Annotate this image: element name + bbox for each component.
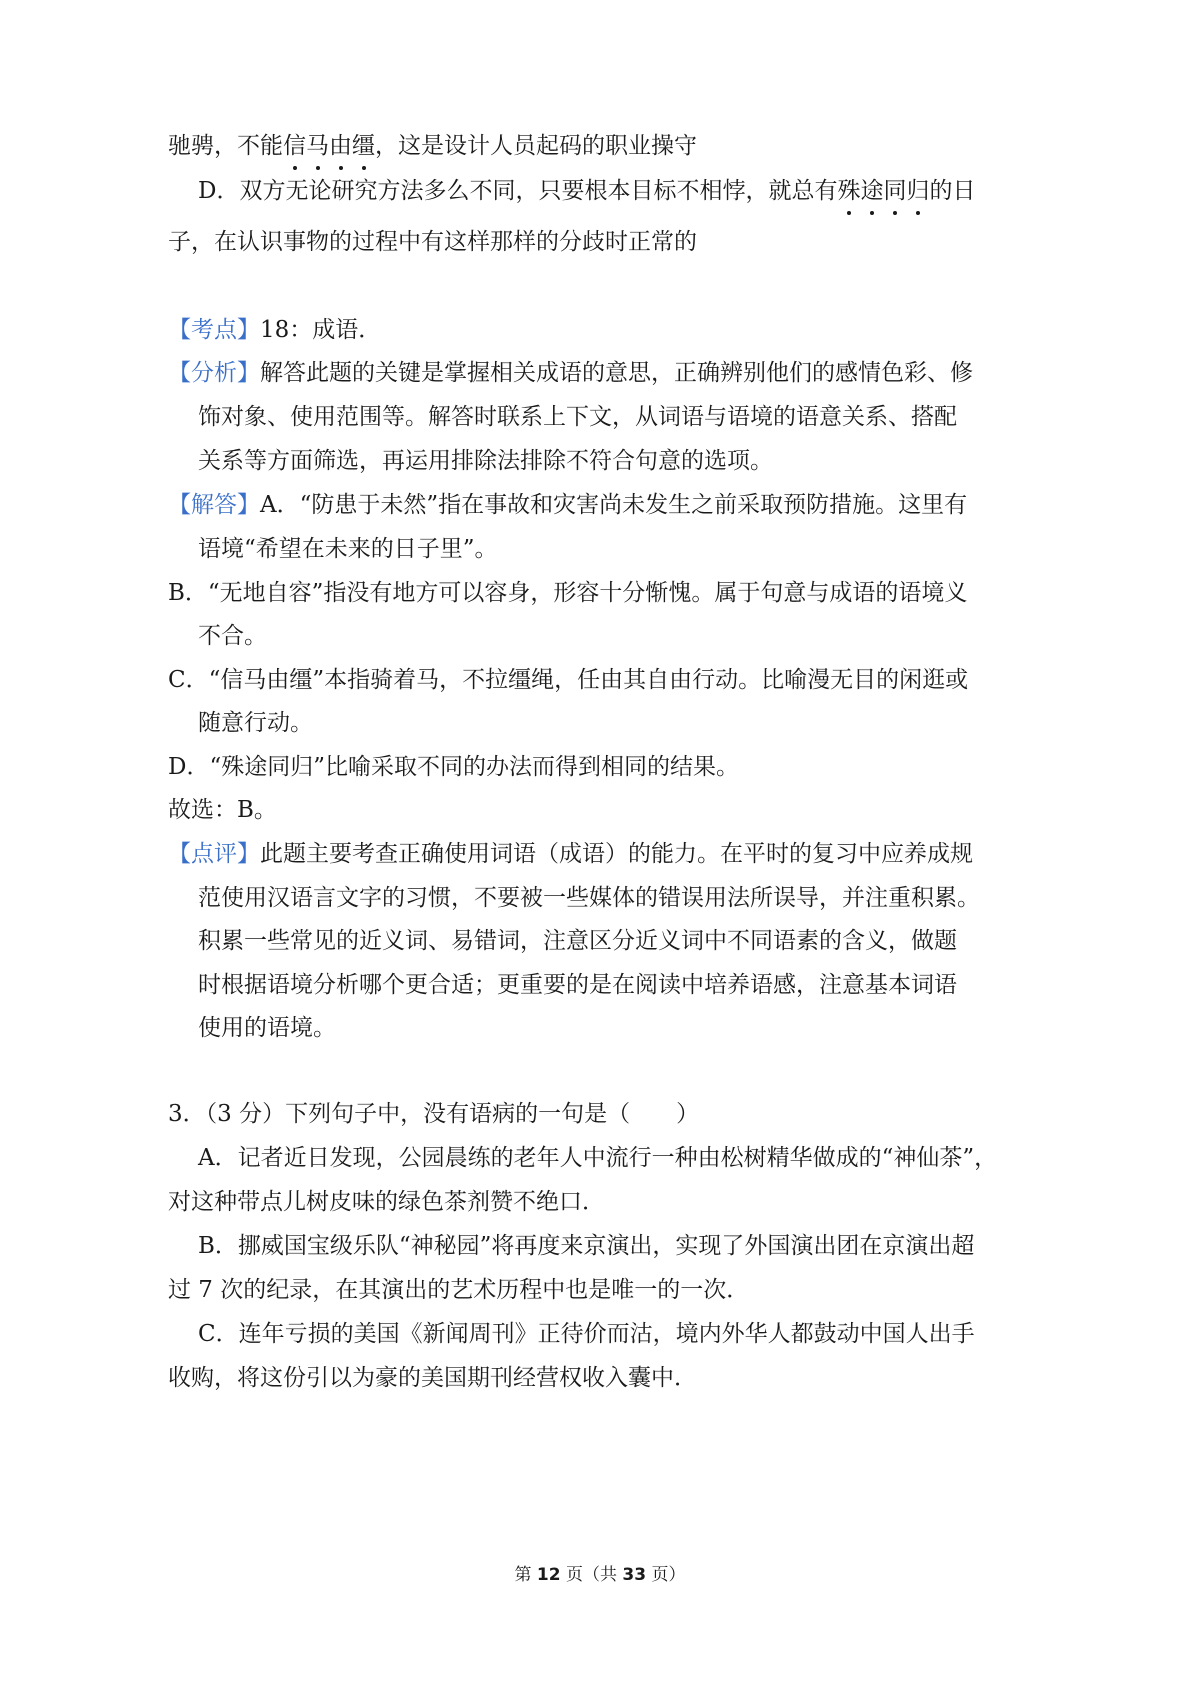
- page-total: 33: [622, 1565, 647, 1585]
- explain-c-line-2: 随意行动。: [198, 710, 313, 736]
- dianping-line-5: 使用的语境。: [198, 1015, 336, 1041]
- page-number: 12: [536, 1565, 561, 1585]
- kaodian-line: 【考点】18：成语．: [168, 317, 382, 343]
- dianping-line-2: 范使用汉语言文字的习惯，不要被一些媒体的错误用法所误导，并注重积累。: [198, 885, 980, 911]
- page-footer: 第 12 页（共 33 页）: [514, 1565, 686, 1585]
- fenxi-tag: 【分析】: [168, 360, 260, 386]
- question-3-option-c-line-2: 收购，将这份引以为豪的美国期刊经营权收入囊中．: [168, 1365, 697, 1391]
- continuation-line-1: 驰骋，不能信马由缰，这是设计人员起码的职业操守: [168, 130, 697, 162]
- dianping-line-3: 积累一些常见的近义词、易错词，注意区分近义词中不同语素的含义，做题: [198, 928, 957, 954]
- question-3-option-b-line-1: B．挪威国宝级乐队“神秘园”将再度来京演出，实现了外国演出团在京演出超: [198, 1233, 975, 1259]
- fenxi-line-2: 饰对象、使用范围等。解答时联系上下文，从词语与语境的语意关系、搭配: [198, 404, 957, 430]
- explain-d-line: D．“殊途同归”比喻采取不同的办法而得到相同的结果。: [168, 754, 739, 780]
- emphasis-char: 同: [883, 175, 906, 207]
- explain-b-line-2: 不合。: [198, 623, 267, 649]
- emphasis-char: 马: [306, 130, 329, 162]
- kaodian-tag: 【考点】: [168, 317, 260, 343]
- question-3-option-b-line-2: 过 7 次的纪录，在其演出的艺术历程中也是唯一的一次．: [168, 1277, 750, 1303]
- emphasis-char: 缰: [352, 130, 375, 162]
- dianping-line-1: 【点评】此题主要考查正确使用词语（成语）的能力。在平时的复习中应养成规: [168, 841, 973, 867]
- option-d-line-2: 子，在认识事物的过程中有这样那样的分歧时正常的: [168, 229, 697, 255]
- jieda-line-2: 语境“希望在未来的日子里”。: [198, 536, 498, 562]
- question-3-option-a-line-1: A．记者近日发现，公园晨练的老年人中流行一种由松树精华做成的“神仙茶”，: [198, 1145, 998, 1171]
- question-3-option-c-line-1: C．连年亏损的美国《新闻周刊》正待价而沽，境内外华人都鼓动中国人出手: [198, 1321, 975, 1347]
- jieda-tag: 【解答】: [168, 492, 260, 518]
- question-3-stem: 3．（3 分）下列句子中，没有语病的一句是（ ）: [168, 1101, 700, 1127]
- emphasis-char: 由: [329, 130, 352, 162]
- fenxi-line-1: 【分析】解答此题的关键是掌握相关成语的意思，正确辨别他们的感情色彩、修: [168, 360, 973, 386]
- answer-line: 故选：B。: [168, 797, 277, 823]
- emphasis-char: 途: [860, 175, 883, 207]
- explain-c-line-1: C．“信马由缰”本指骑着马，不拉缰绳，任由其自由行动。比喻漫无目的闲逛或: [168, 667, 969, 693]
- dianping-line-4: 时根据语境分析哪个更合适；更重要的是在阅读中培养语感，注意基本词语: [198, 972, 957, 998]
- fenxi-line-3: 关系等方面筛选，再运用排除法排除不符合句意的选项。: [198, 448, 773, 474]
- dianping-tag: 【点评】: [168, 841, 260, 867]
- question-3-option-a-line-2: 对这种带点儿树皮味的绿色茶剂赞不绝口．: [168, 1189, 605, 1215]
- option-d-line-1: D．双方无论研究方法多么不同，只要根本目标不相悖，就总有殊途同归的日: [198, 175, 975, 207]
- jieda-line-1: 【解答】A．“防患于未然”指在事故和灾害尚未发生之前采取预防措施。这里有: [168, 492, 968, 518]
- emphasis-char: 殊: [837, 175, 860, 207]
- emphasis-char: 信: [283, 130, 306, 162]
- emphasis-char: 归: [906, 175, 929, 207]
- explain-b-line-1: B．“无地自容”指没有地方可以容身，形容十分惭愧。属于句意与成语的语境义: [168, 580, 968, 606]
